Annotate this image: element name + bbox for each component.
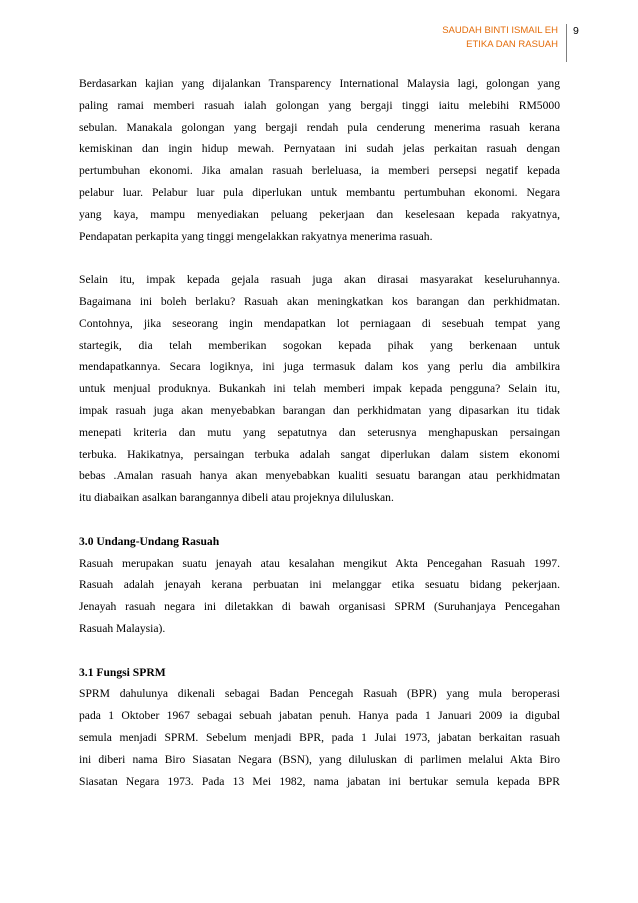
paragraph-gap — [79, 247, 560, 269]
text-line: pertumbuhan ekonomi. Jika amalan rasuah berleluasa, ia memberi persepsi negatif kepada — [79, 164, 560, 178]
text-line: menepati kriteria dan mutu yang sepatutnya dan seterusnya menghapuskan persaingan — [79, 425, 560, 439]
text-line: kemiskinan dan ingin hidup mewah. Pernyataan ini sudah jelas perkaitan rasuah dengan — [79, 142, 560, 156]
section-heading: 3.1 Fungsi SPRM — [79, 665, 166, 679]
text-line: Contohnya, jika seseorang ingin mendapatkan lot perniagaan di sesebuah tempat yang — [79, 316, 560, 330]
section-fungsi-sprm — [79, 662, 560, 793]
paragraph-2 — [79, 269, 560, 509]
text-line: startegik, dia telah memberikan sogokan kepada pihak yang berkenaan untuk — [79, 338, 560, 352]
text-line: bebas .Amalan rasuah hanya akan menyebabkan kualiti sesuatu barangan atau perkhidmatan — [79, 469, 560, 483]
paragraph-gap — [79, 509, 560, 531]
document-body — [79, 73, 560, 792]
text-line: Rasuah adalah jenayah kerana perbuatan ini melanggar etika sesuatu bidang pekerjaan. — [79, 578, 560, 592]
text-line: semula menjadi SPRM. Sebelum menjadi BPR, pada 1 Julai 1973, jabatan berkaitan rasuah — [79, 730, 560, 744]
text-line: mendapatkannya. Secara logiknya, ini juga termasuk dalam kos yang perlu dia ambilkira — [79, 360, 560, 374]
paragraph-1 — [79, 73, 560, 247]
header-subject: ETIKA DAN RASUAH — [466, 39, 558, 50]
text-line: ini diberi nama Biro Siasatan Negara (BSN), yang diluluskan di parlimen melalui Akta Biro — [79, 752, 560, 766]
text-line: itu diabaikan asalkan barangannya dibeli atau projeknya diluluskan. — [79, 491, 394, 505]
text-line: SPRM dahulunya dikenali sebagai Badan Pencegah Rasuah (BPR) yang mula beroperasi — [79, 687, 560, 701]
text-line: paling ramai memberi rasuah ialah golongan yang bergaji tinggi iaitu melebihi RM5000 — [79, 98, 560, 112]
running-header — [442, 24, 558, 52]
text-line: Siasatan Negara 1973. Pada 13 Mei 1982, nama jabatan ini bertukar semula kepada BPR — [79, 774, 560, 788]
header-author: SAUDAH BINTI ISMAIL EH — [442, 25, 558, 36]
text-line: yang kaya, mampu menyediakan peluang pekerjaan dan keselesaan kepada rakyatnya, — [79, 207, 560, 221]
text-line: pelabur luar. Pelabur luar pula diperlukan untuk membantu pertumbuhan ekonomi. Negara — [79, 185, 560, 199]
text-line: Rasuah Malaysia). — [79, 621, 166, 635]
text-line: Jenayah rasuah negara ini diletakkan di bawah organisasi SPRM (Suruhanjaya Pencegahan — [79, 600, 560, 614]
text-line: Selain itu, impak kepada gejala rasuah juga akan dirasai masyarakat keseluruhannya. — [79, 273, 560, 287]
section-heading: 3.0 Undang-Undang Rasuah — [79, 534, 220, 548]
text-line: terbuka. Hakikatnya, persaingan terbuka adalah sangat diperlukan dalam sistem ekonomi — [79, 447, 560, 461]
section-undang-undang — [79, 531, 560, 640]
text-line: untuk menjual produknya. Bukankah ini telah memberi impak kepada pengguna? Selain itu, — [79, 382, 560, 396]
text-line: Rasuah merupakan suatu jenayah atau kesalahan mengikut Akta Pencegahan Rasuah 1997. — [79, 556, 560, 570]
text-line: impak rasuah juga akan menyebabkan barangan dan perkhidmatan yang dipasarkan itu tidak — [79, 403, 560, 417]
paragraph-gap — [79, 640, 560, 662]
text-line: Berdasarkan kajian yang dijalankan Transparency International Malaysia lagi, golongan yang — [79, 77, 560, 90]
text-line: Pendapatan perkapita yang tinggi mengelakkan rakyatnya menerima rasuah. — [79, 229, 433, 243]
page-number: 9 — [566, 24, 579, 62]
text-line: Bagaimana ini boleh berlaku? Rasuah akan meningkatkan kos barangan dan perkhidmatan. — [79, 294, 560, 308]
text-line: sebulan. Manakala golongan yang bergaji rendah pula cenderung menerima rasuah kerana — [79, 120, 560, 134]
text-line: pada 1 Oktober 1967 sebagai sebuah jabatan penuh. Hanya pada 1 Januari 2009 ia digubal — [79, 709, 560, 723]
